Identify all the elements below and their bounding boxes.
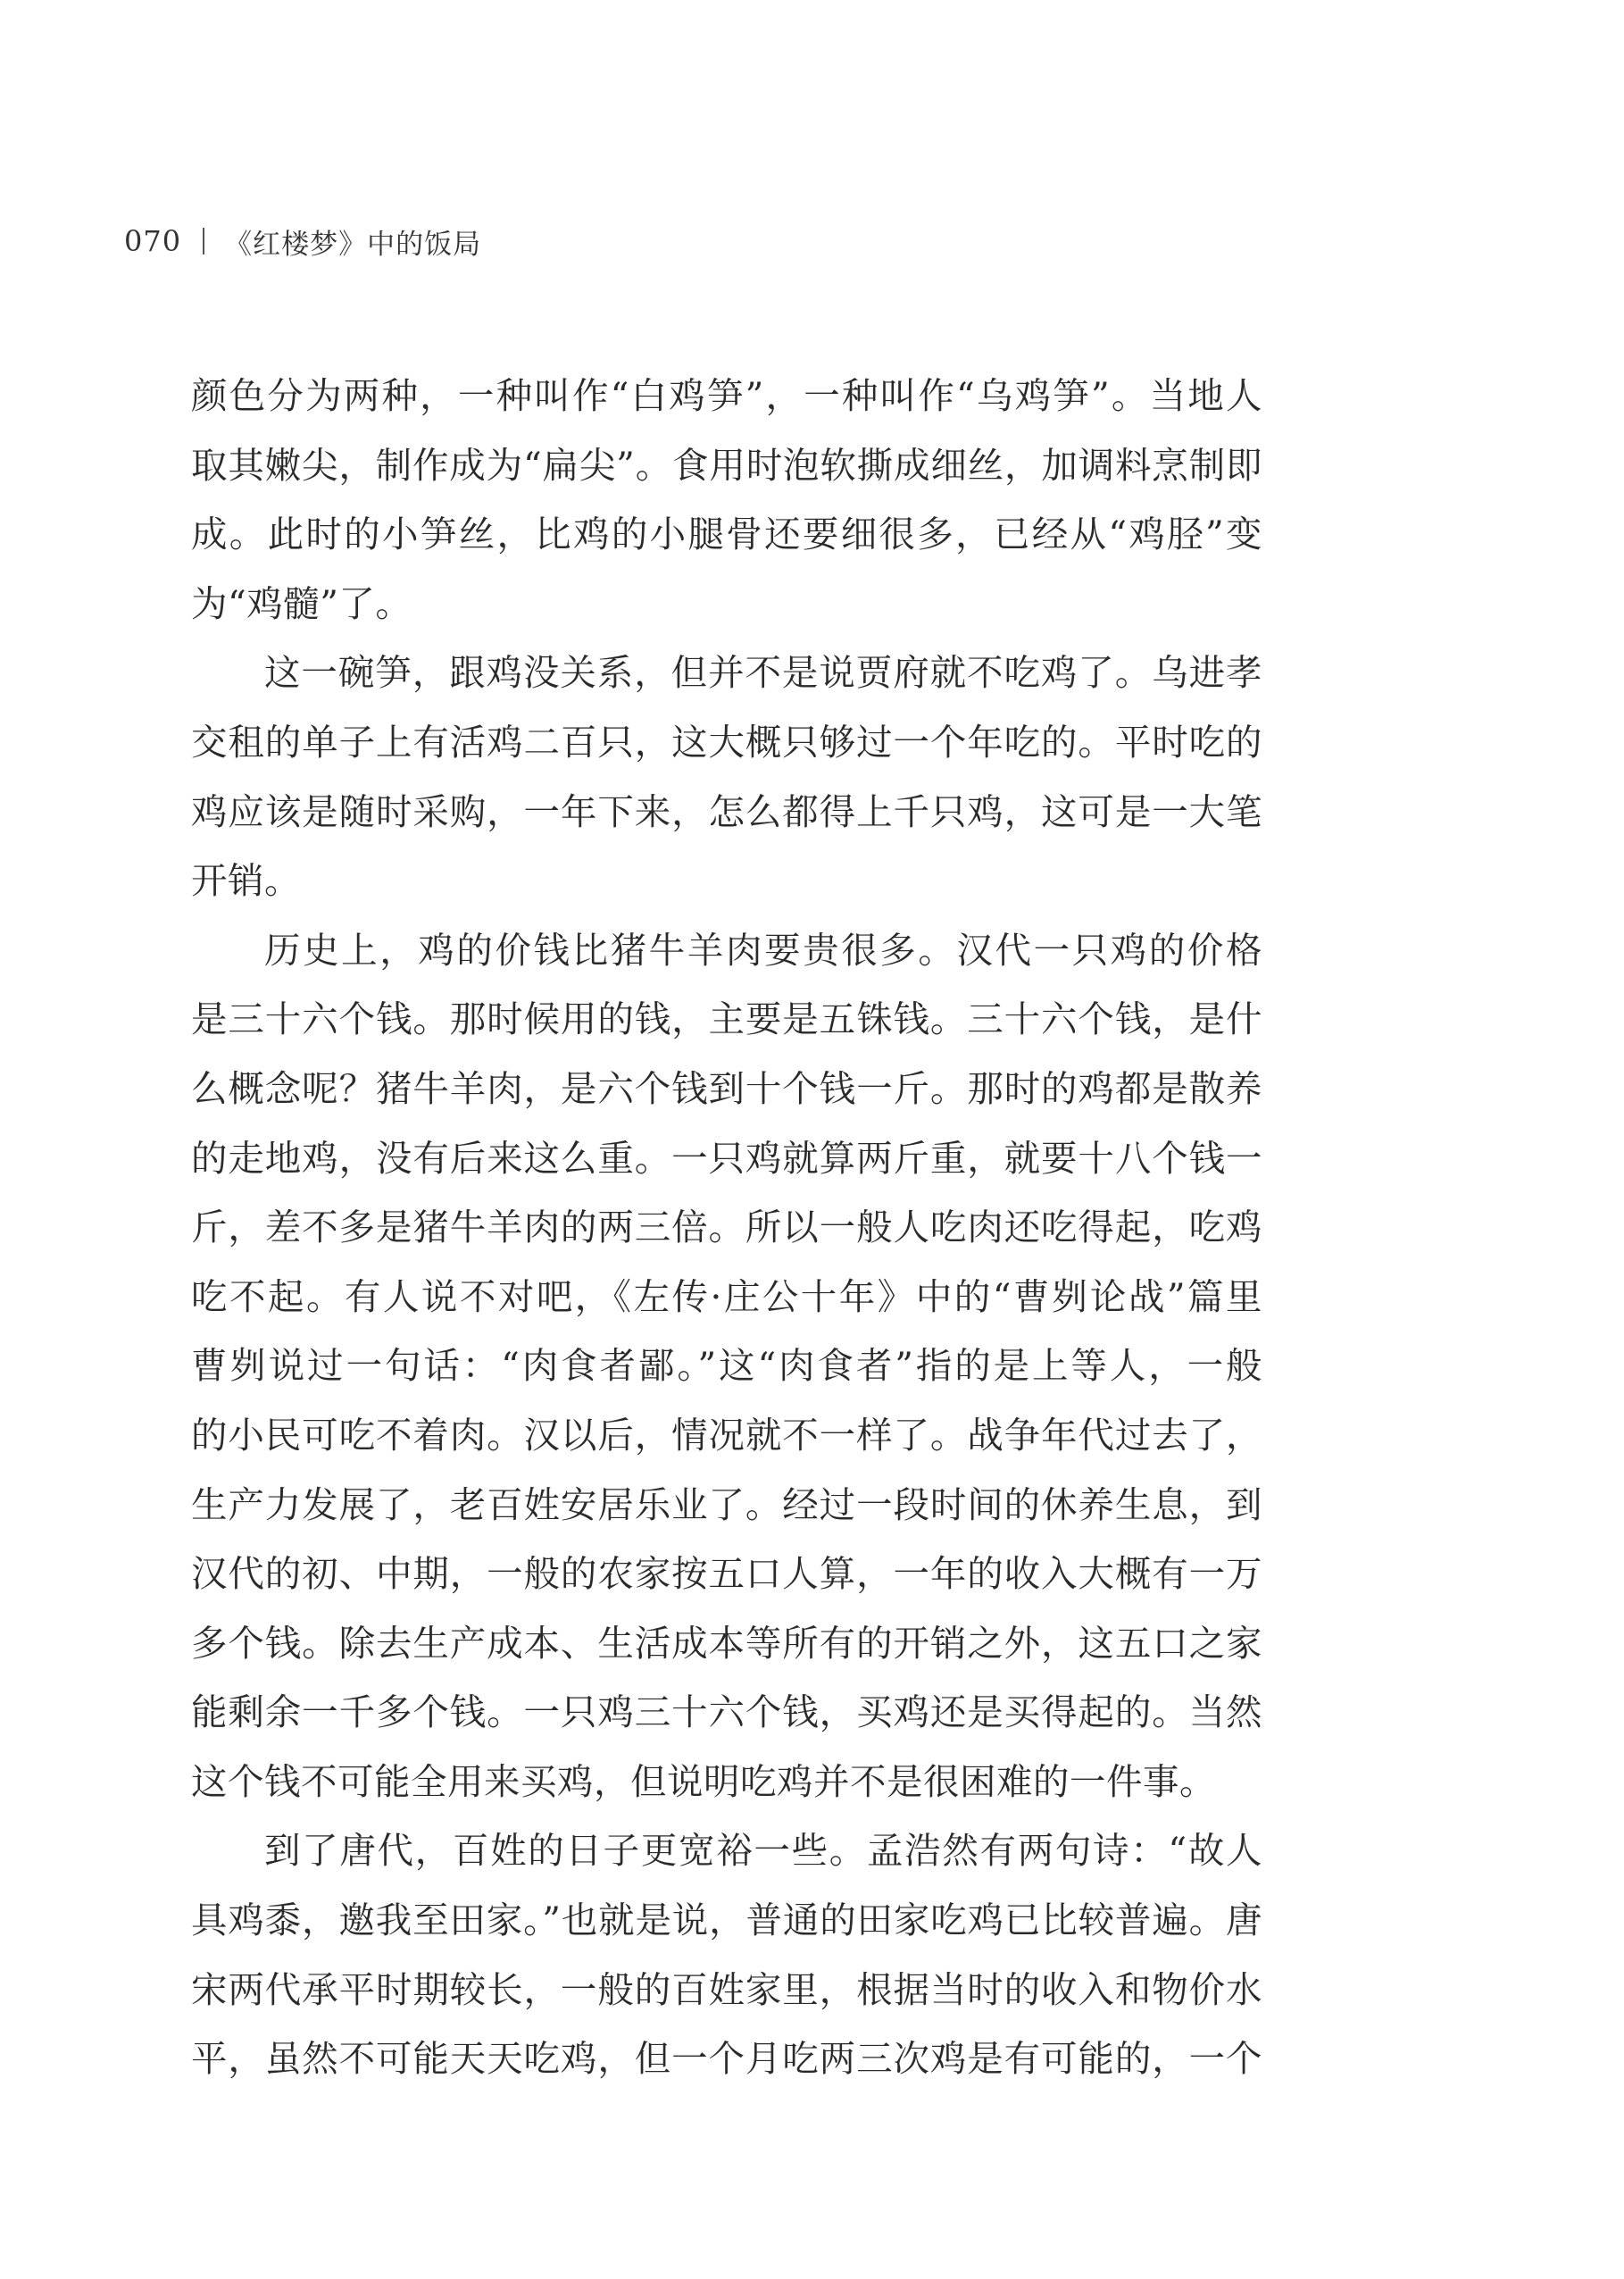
text-line: 鸡应该是随时采购，一年下来，怎么都得上千只鸡，这可是一大笔 [191, 789, 1262, 833]
header-divider [203, 228, 204, 255]
text-line: 这个钱不可能全用来买鸡，但说明吃鸡并不是很困难的一件事。 [191, 1759, 1216, 1803]
book-title: 《红楼梦》中的饭局 [224, 228, 482, 261]
paragraph [191, 1816, 1262, 2093]
text-line: 么概念呢？猪牛羊肉，是六个钱到十个钱一斤。那时的鸡都是散养 [191, 1066, 1262, 1110]
text-line: 宋两代承平时期较长，一般的百姓家里，根据当时的收入和物价水 [191, 1967, 1262, 2011]
text-line: 取其嫩尖，制作成为“扁尖”。食用时泡软撕成细丝，加调料烹制即 [191, 443, 1262, 487]
text-line: 曹刿说过一句话：“肉食者鄙。”这“肉食者”指的是上等人，一般 [191, 1344, 1262, 1388]
text-line: 是三十六个钱。那时候用的钱，主要是五铢钱。三十六个钱，是什 [191, 998, 1262, 1041]
text-line: 这一碗笋，跟鸡没关系，但并不是说贾府就不吃鸡了。乌进孝 [264, 651, 1262, 695]
text-line: 吃不起。有人说不对吧，《左传·庄公十年》中的“曹刿论战”篇里 [191, 1274, 1262, 1318]
text-line: 成。此时的小笋丝，比鸡的小腿骨还要细很多，已经从“鸡胫”变 [191, 513, 1262, 556]
text-line: 的小民可吃不着肉。汉以后，情况就不一样了。战争年代过去了， [191, 1413, 1262, 1457]
text-line: 历史上，鸡的价钱比猪牛羊肉要贵很多。汉代一只鸡的价格 [264, 928, 1262, 972]
paragraph [191, 916, 1262, 1817]
text-line: 为“鸡髓”了。 [191, 581, 412, 625]
text-line: 汉代的初、中期，一般的农家按五口人算，一年的收入大概有一万 [191, 1552, 1262, 1596]
text-line: 交租的单子上有活鸡二百只，这大概只够过一个年吃的。平时吃的 [191, 720, 1262, 764]
text-line: 能剩余一千多个钱。一只鸡三十六个钱，买鸡还是买得起的。当然 [191, 1690, 1262, 1734]
body-text [191, 362, 1262, 2094]
text-line: 开销。 [191, 859, 301, 903]
text-line: 颜色分为两种，一种叫作“白鸡笋”，一种叫作“乌鸡笋”。当地人 [191, 374, 1262, 417]
text-line: 生产力发展了，老百姓安居乐业了。经过一段时间的休养生息，到 [191, 1482, 1262, 1526]
text-line: 的走地鸡，没有后来这么重。一只鸡就算两斤重，就要十八个钱一 [191, 1136, 1262, 1180]
page-number: 070 [124, 224, 182, 258]
text-line: 多个钱。除去生产成本、生活成本等所有的开销之外，这五口之家 [191, 1621, 1262, 1665]
paragraph [191, 639, 1262, 915]
running-header [124, 219, 481, 263]
paragraph [191, 362, 1262, 639]
text-line: 到了唐代，百姓的日子更宽裕一些。孟浩然有两句诗：“故人 [264, 1829, 1262, 1873]
text-line: 平，虽然不可能天天吃鸡，但一个月吃两三次鸡是有可能的，一个 [191, 2037, 1262, 2081]
text-line: 斤，差不多是猪牛羊肉的两三倍。所以一般人吃肉还吃得起，吃鸡 [191, 1206, 1262, 1249]
text-line: 具鸡黍，邀我至田家。”也就是说，普通的田家吃鸡已比较普遍。唐 [191, 1899, 1262, 1942]
